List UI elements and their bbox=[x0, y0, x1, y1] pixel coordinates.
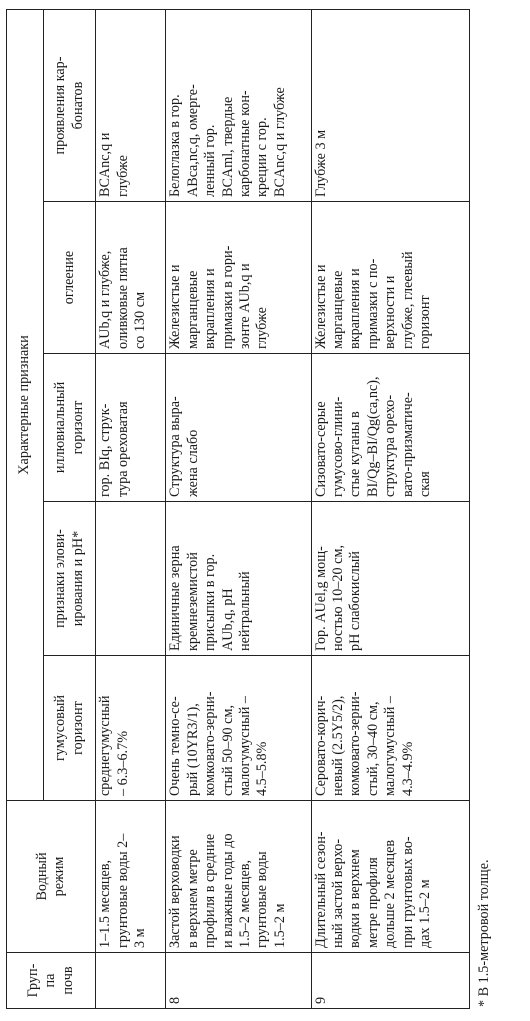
cell-humus-horizon: Очень темно-се- рый (10YR3/1), комковато-зерни- стый 50–90 см, малогумусный – 4.5–5.8% bbox=[166, 656, 311, 801]
header-eluviation: признаки элови- ирования и pH* bbox=[44, 502, 96, 656]
cell-eluviation: Гор. AUel,g мощ- ностью 10–20 см, pH слабокислый bbox=[311, 502, 469, 656]
header-water-regime: Водный режим bbox=[7, 801, 96, 953]
cell-carbonates: Глубже 3 м bbox=[311, 9, 469, 201]
cell-group: 8 bbox=[166, 953, 311, 1009]
soil-characteristics-table bbox=[6, 9, 470, 1009]
table-row bbox=[166, 9, 311, 1008]
cell-water-regime: Длительный сезон- ный застой верхо- водки в верхнем метре профиля дольше 2 месяцев при грунтовых во- дах 1.5–2 м bbox=[311, 801, 469, 953]
cell-illuvial-horizon: Структура выра- жена слабо bbox=[166, 354, 311, 502]
cell-carbonates: Белоглазка в гор. ABca,nc,q, омерге- ленный гор. BCAml, твердые карбонатные кон- креции с гор. BCAnc,q и глубже bbox=[166, 9, 311, 201]
cell-group: 9 bbox=[311, 953, 469, 1009]
cell-eluviation: Единичные зерна кремнеземистой присыпки в гор. AUb,q, pH нейтральный bbox=[166, 502, 311, 656]
header-characteristic-features: Характерные признаки bbox=[7, 9, 44, 800]
cell-humus-horizon: среднегумусный – 6.3–6.7% bbox=[96, 656, 166, 801]
table-row bbox=[311, 9, 469, 1008]
header-group: Груп- па почв bbox=[7, 953, 96, 1009]
footnote: * В 1.5-метровой толще. bbox=[476, 859, 492, 1007]
cell-group bbox=[96, 953, 166, 1009]
cell-gleying: Железистые и марганцевые вкрапления и примазки в гори- зонте AUb,q и глубже bbox=[166, 202, 311, 354]
cell-gleying: Железистые и марганцевые вкрапления и примазки с по- верхности и глубже, глеевый горизонт bbox=[311, 202, 469, 354]
header-gleying: оглеение bbox=[44, 202, 96, 354]
header-carbonates: проявления кар- бонатов bbox=[44, 9, 96, 201]
cell-gleying: AUb,q и глубже, оливковые пятна со 130 см bbox=[96, 202, 166, 354]
cell-humus-horizon: Серовато-корич- невый (2.5Y5/2), комковато-зерни- стый, 30–40 см, малогумусный – 4.3–4.9% bbox=[311, 656, 469, 801]
header-humus-horizon: гумусовый горизонт bbox=[44, 656, 96, 801]
cell-illuvial-horizon: гор. BIq, струк- тура ореховатая bbox=[96, 354, 166, 502]
cell-water-regime: Застой верховодки в верхнем метре профиля в средние и влажные годы до 1.5–2 месяцев, грунтовые воды 1.5–2 м bbox=[166, 801, 311, 953]
header-illuvial-horizon: иллювиальный горизонт bbox=[44, 354, 96, 502]
cell-illuvial-horizon: Сизовато-серые гумусово-глини- стые кутаны в BI/Qg–BI/Qg(ca,nc), структура орехо- вато-призматиче- ская bbox=[311, 354, 469, 502]
table-row bbox=[96, 9, 166, 1008]
cell-carbonates: BCAnc,q и глубже bbox=[96, 9, 166, 201]
cell-eluviation bbox=[96, 502, 166, 656]
cell-water-regime: 1–1.5 месяцев, грунтовые воды 2– 3 м bbox=[96, 801, 166, 953]
